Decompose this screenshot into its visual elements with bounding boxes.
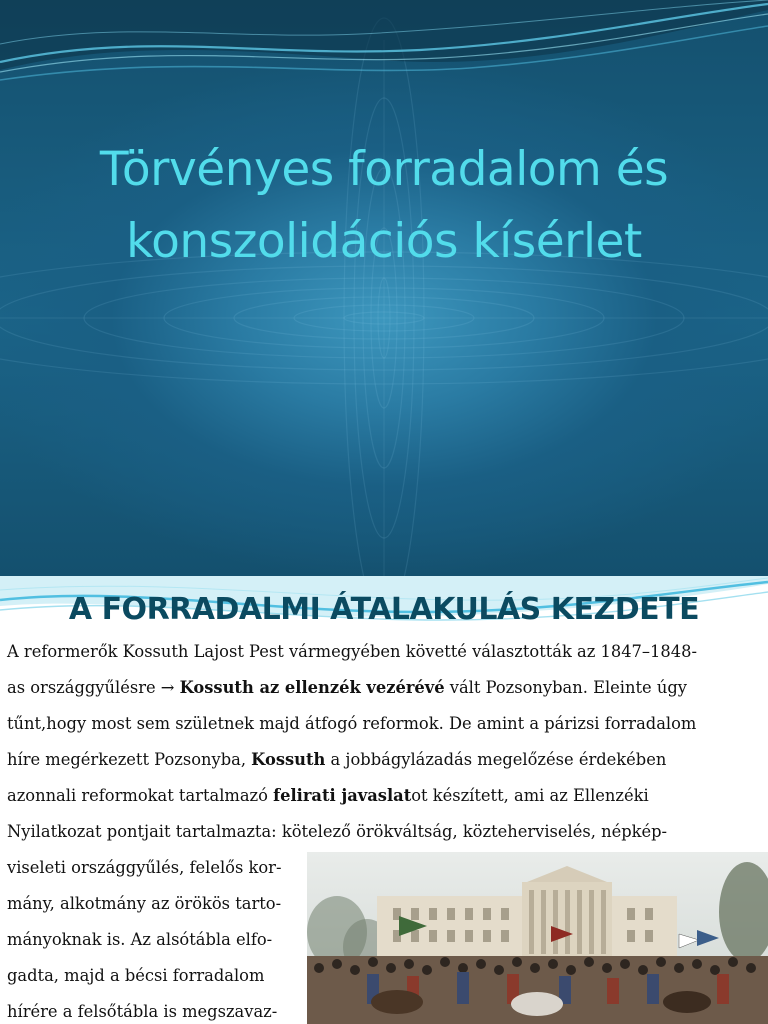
body-line: viseleti országgyűlés, felelős kor- xyxy=(7,858,282,877)
slide-title-line-1: Törvényes forradalom és xyxy=(99,142,669,197)
historical-painting-icon xyxy=(307,852,768,1024)
body-line: tűnt,hogy most sem születnek majd átfogó reformok. De amint a párizsi forradalom xyxy=(7,714,697,733)
body-line: híre megérkezett Pozsonyba, Kossuth a jobbágylázadás megelőzése érdekében xyxy=(7,750,667,769)
body-line: Nyilatkozat pontjait tartalmazta: kötelező örökváltság, közteherviselés, népkép- xyxy=(7,822,668,841)
body-line: gadta, majd a bécsi forradalom xyxy=(7,966,265,985)
slide-heading: A FORRADALMI ÁTALAKULÁS KEZDETE xyxy=(68,592,700,627)
bold-phrase: Kossuth xyxy=(251,750,326,769)
body-line: as országgyűlésre → Kossuth az ellenzék vezérévé vált Pozsonyban. Eleinte úgy xyxy=(7,678,687,697)
slide-title xyxy=(20,134,748,278)
bold-phrase: felirati javaslat xyxy=(273,786,412,805)
bold-phrase: Kossuth az ellenzék vezérévé xyxy=(179,678,445,697)
body-line: mányoknak is. Az alsótábla elfo- xyxy=(7,930,273,949)
body-line: A reformerők Kossuth Lajost Pest vármegyében követté választották az 1847–1848- xyxy=(7,642,697,661)
body-line: hírére a felsőtábla is megszavaz- xyxy=(7,1002,278,1021)
body-line: azonnali reformokat tartalmazó felirati javaslatot készített, ami az Ellenzéki xyxy=(7,786,649,805)
top-wave-decoration xyxy=(0,0,768,110)
body-line: mány, alkotmány az örökös tarto- xyxy=(7,894,282,913)
content-slide xyxy=(0,576,768,1024)
slide-title-line-2: konszolidációs kísérlet xyxy=(126,214,642,269)
